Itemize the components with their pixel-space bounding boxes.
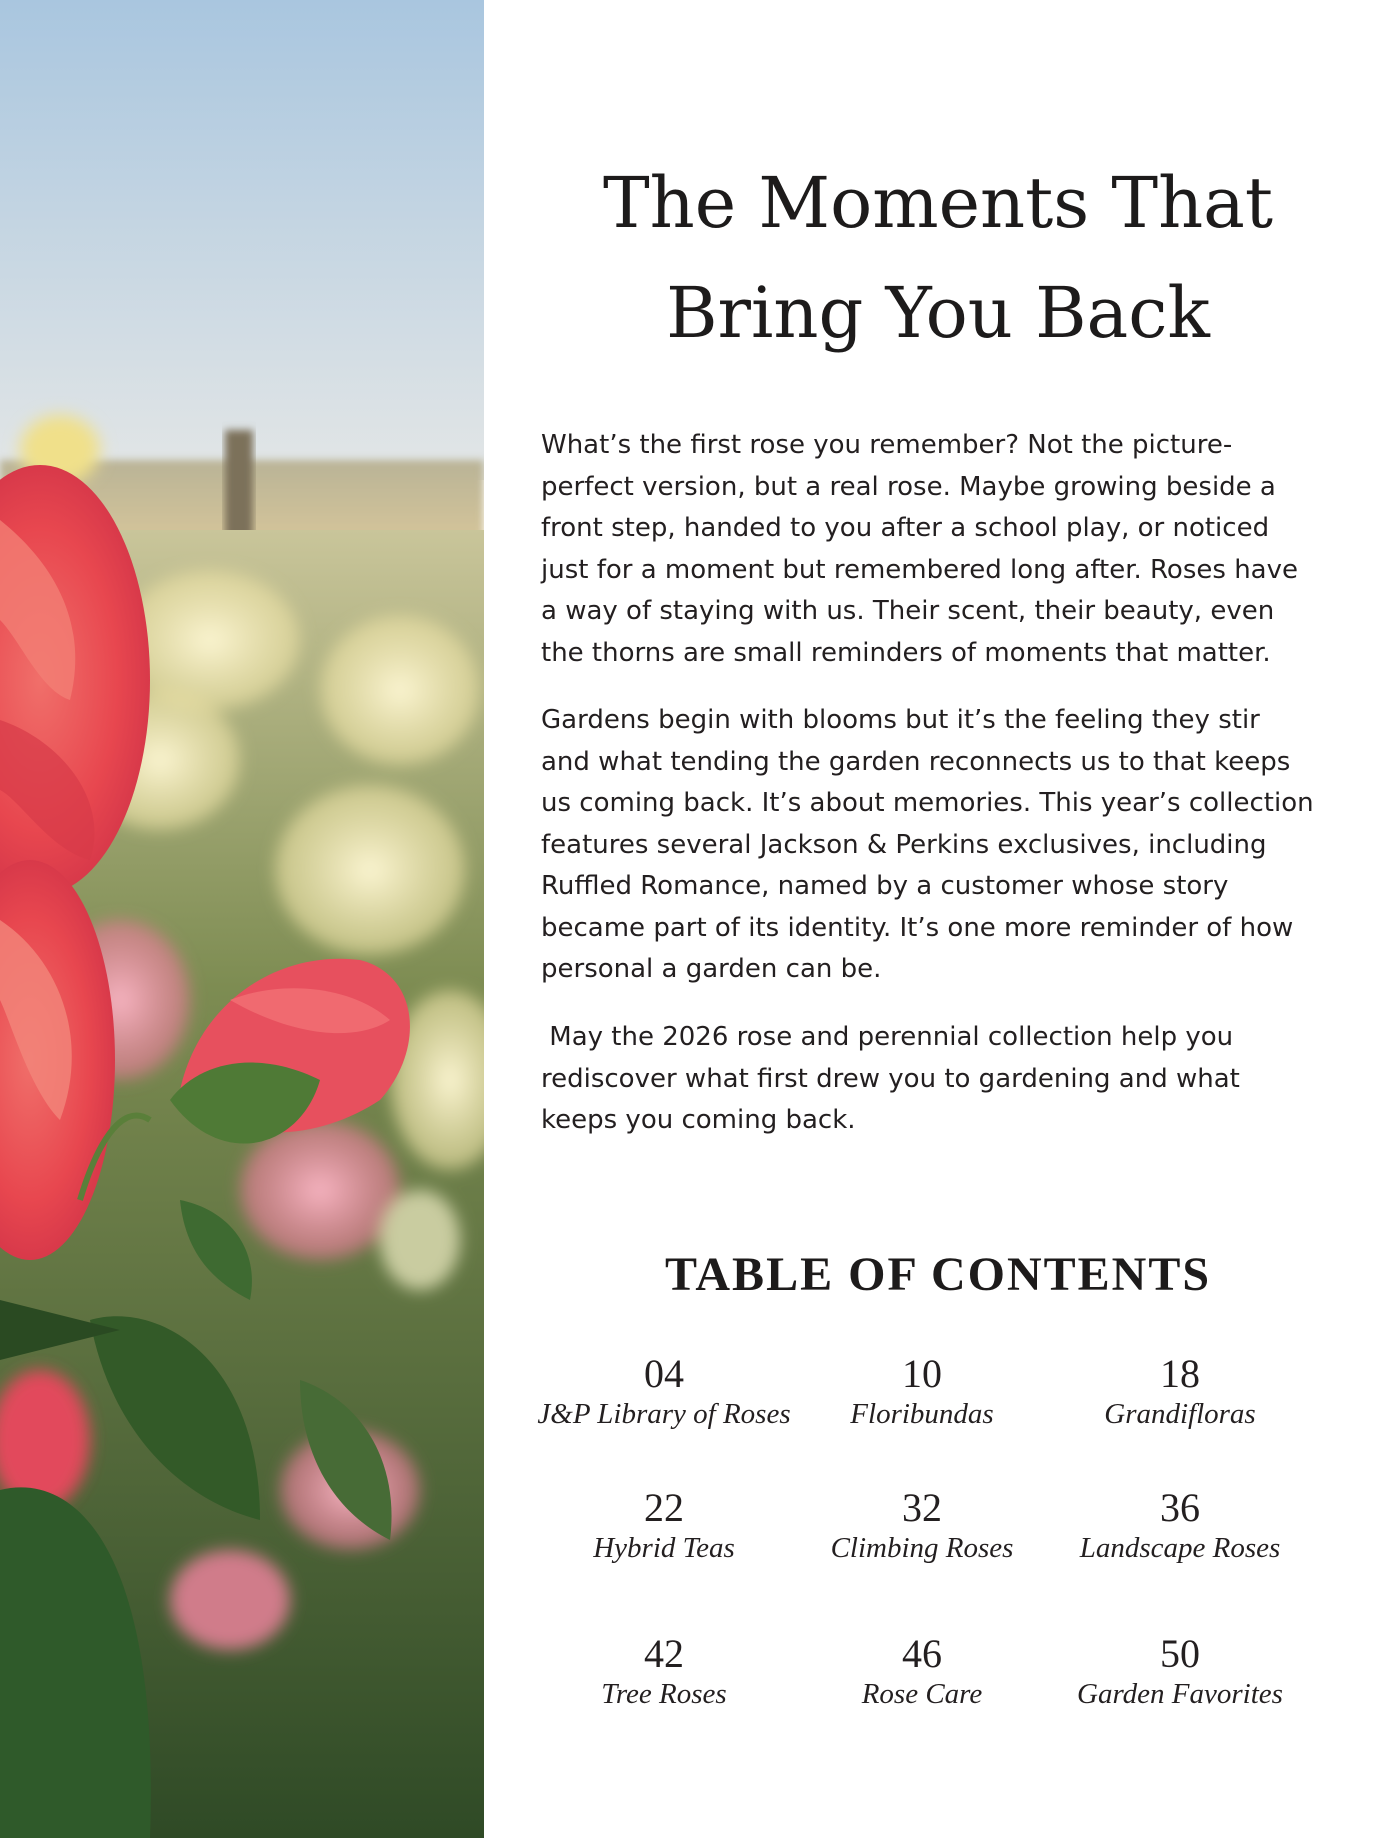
toc-page-number: 46: [902, 1631, 942, 1676]
toc-item-grandifloras[interactable]: [1030, 1352, 1330, 1432]
intro-paragraph-1: [541, 425, 1331, 674]
paragraph-line: What’s the first rose you remember? Not the picture-: [541, 430, 1233, 460]
toc-page-number: 04: [644, 1351, 684, 1396]
headline-line-1: The Moments That: [602, 162, 1274, 244]
headline-line-2: Bring You Back: [666, 272, 1210, 354]
article-column: [484, 0, 1392, 1838]
toc-item-landscape-roses[interactable]: [1030, 1486, 1330, 1566]
paragraph-line: May the 2026 rose and perennial collection help you: [541, 1022, 1234, 1052]
toc-item-tree-roses[interactable]: [514, 1632, 814, 1712]
paragraph-line: perfect version, but a real rose. Maybe growing beside a: [541, 471, 1276, 502]
paragraph-line: the thorns are small reminders of moments that matter.: [541, 637, 1271, 668]
paragraph-line: rediscover what first drew you to gardening and what: [541, 1063, 1240, 1094]
paragraph-line: front step, handed to you after a school play, or noticed: [541, 513, 1270, 543]
paragraph-line: features several Jackson & Perkins exclusives, including: [541, 829, 1267, 860]
toc-title: TABLE OF CONTENTS: [664, 1248, 1212, 1301]
toc-section-label: Floribundas: [850, 1398, 994, 1430]
toc-page-number: 22: [644, 1485, 684, 1530]
toc-item-climbing-roses[interactable]: [772, 1486, 1072, 1566]
paragraph-line: became part of its identity. It’s one more reminder of how: [541, 912, 1294, 943]
paragraph-line: Gardens begin with blooms but it’s the feeling they stir: [541, 705, 1260, 735]
intro-paragraph-2: [541, 700, 1331, 991]
toc-item-floribundas[interactable]: [772, 1352, 1072, 1432]
toc-page-number: 32: [902, 1485, 942, 1530]
paragraph-line: personal a garden can be.: [541, 954, 882, 984]
paragraph-line: keeps you coming back.: [541, 1105, 856, 1135]
toc-item-library-of-roses[interactable]: [514, 1352, 814, 1432]
toc-page-number: 50: [1160, 1631, 1200, 1676]
toc-section-label: J&P Library of Roses: [537, 1398, 791, 1430]
toc-page-number: 10: [902, 1351, 942, 1396]
toc-page-number: 18: [1160, 1351, 1200, 1396]
toc-page-number: 42: [644, 1631, 684, 1676]
paragraph-line: us coming back. It’s about memories. This year’s collection: [541, 788, 1314, 818]
toc-item-garden-favorites[interactable]: [1030, 1632, 1330, 1712]
toc-section-label: Grandifloras: [1104, 1398, 1256, 1430]
paragraph-line: Ruffled Romance, named by a customer whose story: [541, 871, 1229, 901]
toc-section-label: Hybrid Teas: [593, 1532, 735, 1564]
paragraph-line: just for a moment but remembered long after. Roses have: [541, 554, 1298, 585]
toc-item-hybrid-teas[interactable]: [514, 1486, 814, 1566]
paragraph-line: a way of staying with us. Their scent, their beauty, even: [541, 596, 1275, 626]
toc-section-label: Rose Care: [861, 1678, 983, 1710]
rose-garden-photo: [0, 0, 484, 1838]
toc-section-label: Landscape Roses: [1079, 1532, 1281, 1564]
toc-section-label: Garden Favorites: [1077, 1678, 1283, 1710]
intro-paragraph-3: [541, 1017, 1331, 1142]
toc-item-rose-care[interactable]: [772, 1632, 1072, 1712]
toc-page-number: 36: [1160, 1485, 1200, 1530]
toc-section-label: Climbing Roses: [830, 1532, 1014, 1564]
paragraph-line: and what tending the garden reconnects us to that keeps: [541, 746, 1291, 777]
toc-section-label: Tree Roses: [601, 1678, 727, 1710]
